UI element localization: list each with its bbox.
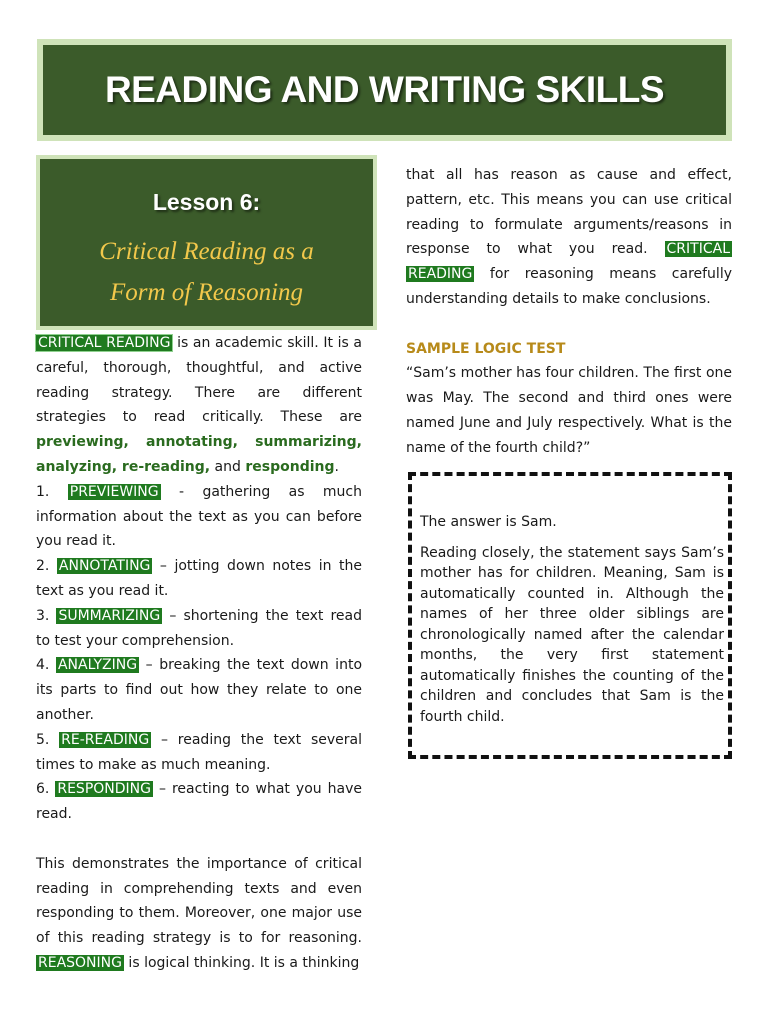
lesson-number: Lesson 6: (152, 189, 261, 215)
lesson-box-inner (40, 159, 373, 326)
answer-box (408, 472, 732, 759)
title-banner (37, 39, 732, 141)
list-item-term: ANALYZING (57, 657, 138, 674)
list-item-term: PREVIEWING (69, 483, 159, 500)
last-strategy: responding (245, 458, 335, 475)
list-item (36, 604, 362, 654)
lesson-box (36, 155, 377, 330)
closing-paragraph (36, 852, 362, 976)
list-item-number: 4. (36, 657, 56, 674)
list-item-text: – reading the text several times to make as much meaning. (36, 731, 362, 773)
list-item (36, 653, 362, 727)
logic-question: “Sam’s mother has four children. The first one was May. The second and third ones were named June and July respectively. What is the name of the fourth child?” (406, 365, 732, 456)
list-item-number: 1. (36, 483, 68, 500)
list-item-term: ANNOTATING (58, 558, 151, 575)
list-item-term: RESPONDING (57, 781, 151, 798)
reading-term: READING (408, 266, 473, 283)
intro-text: is an academic skill. It is a careful, thorough, thoughtful, and active reading strategy. There are different strategies to read critically. These are (36, 335, 362, 426)
page-title: READING AND WRITING SKILLS (104, 69, 665, 110)
list-item (36, 777, 362, 827)
list-item (36, 480, 362, 554)
list-item-number: 6. (36, 781, 56, 798)
strategies-list: previewing, annotating, summarizing, analyzing, re-reading, (36, 434, 362, 475)
list-item-number: 5. (36, 731, 60, 748)
answer-content (420, 512, 724, 727)
list-item-number: 2. (36, 558, 57, 575)
list-item (36, 728, 362, 778)
list-item-text: – jotting down notes in the text as you read it. (36, 558, 362, 599)
intro-paragraph (36, 331, 362, 480)
reasoning-term: REASONING (38, 954, 122, 971)
closing-tail: is logical thinking. It is a thinking (123, 954, 360, 971)
continuation-tail: for reasoning means carefully understanding details to make conclusions. (406, 266, 732, 307)
right-column (406, 163, 732, 461)
sample-logic-test-heading: SAMPLE LOGIC TEST (406, 340, 566, 357)
list-item-term: RE-READING (61, 731, 150, 748)
continuation-text: that all has reason as cause and effect, pattern, etc. This means you can use critical reading to formulate arguments/reasons in response to what you read. (406, 167, 732, 258)
continuation-paragraph (406, 163, 732, 312)
list-item-text: – reacting to what you have read. (36, 781, 362, 823)
lesson-subtitle-line1: Critical Reading as a (99, 238, 314, 265)
title-banner-inner (43, 45, 726, 135)
paragraph-gap (36, 827, 362, 852)
list-item (36, 554, 362, 604)
left-column (36, 331, 362, 976)
list-item-text: - gathering as much information about the text as you can before you read it. (36, 483, 363, 550)
list-item-text: – shortening the text read to test your comprehension. (36, 607, 363, 649)
lesson-subtitle (40, 231, 373, 313)
list-item-text: – breaking the text down into its parts to find out how they relate to one another. (36, 657, 363, 723)
paragraph-gap (406, 312, 732, 337)
critical-reading-term: CRITICAL READING (38, 335, 171, 351)
closing-text: This demonstrates the importance of critical reading in comprehending texts and even responding to them. Moreover, one major use of this reading strategy is to for reasoning. (36, 855, 362, 947)
critical-term: CRITICAL (666, 241, 730, 258)
answer-explanation: Reading closely, the statement says Sam’s mother has for children. Meaning, Sam is automatically counted in. Although the names of her three older siblings are chronologically named after the calendar months, the very first statement automatically finishes the counting of the children and concludes that Sam is the fourth child. (420, 544, 724, 725)
and-word: and (210, 458, 246, 475)
answer-line: The answer is Sam. (420, 514, 557, 530)
list-item-term: SUMMARIZING (58, 607, 161, 624)
list-item-number: 3. (36, 607, 57, 624)
intro-period: . (334, 458, 339, 475)
lesson-subtitle-line2: Form of Reasoning (109, 279, 304, 306)
